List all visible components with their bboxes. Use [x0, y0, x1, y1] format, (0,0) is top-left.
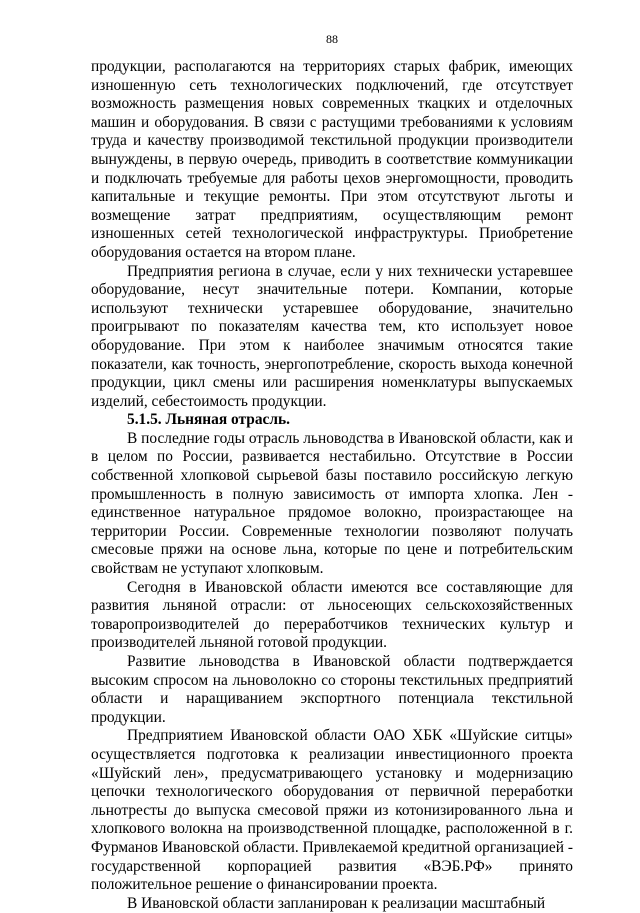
section-heading: 5.1.5. Льняная отрасль. [127, 411, 290, 429]
paragraph-flax-components: Сегодня в Ивановской области имеются все составляющие для развития льняной отрасли: от льносеющих сельскохозяйственных товаропроизводителей до переработчиков технических культур и производителей льняной готовой продукции. [91, 578, 573, 652]
paragraph-shuya-project: Предприятием Ивановской области ОАО ХБК «Шуйские ситцы» осуществляется подготовка к реализации инвестиционного проекта «Шуйский лен», предусматривающего установку и модернизацию цепочки технологического оборудования от первичной переработки льнотресты до выпуска смесовой пряжи из котонизированного льна и хлопкового волокна на производственной площадке, расположенной в г. Фурманов Ивановской области. Привлекаемой кредитной организацией - государственной корпорацией развития «ВЭБ.РФ» принято положительное решение о финансировании проекта. [91, 727, 573, 894]
paragraph-flax-industry: В последние годы отрасль льноводства в Ивановской области, как и в целом по России, развивается нестабильно. Отсутствие в России собственной хлопковой сырьевой базы поставило российскую легкую промышленность в полную зависимость от импорта хлопка. Лен - единственное натуральное прядомое волокно, произрастающее на территории России. Современные технологии позволяют получать смесовые пряжи на основе льна, которые по цене и потребительским свойствам не уступают хлопковым. [91, 429, 573, 578]
page-number: 88 [326, 32, 338, 46]
paragraph-equipment-losses: Предприятия региона в случае, если у них технически устаревшее оборудование, несут значительные потери. Компании, которые используют технически устаревшее оборудование, значительно проигрывают по показателям качества тем, кто использует новое оборудование. При этом к наиболее значимым относятся такие показатели, как точность, энергопотребление, скорость выхода конечной продукции, цикл смены или расширения номенклатуры выпускаемых изделий, себестоимость продукции. [91, 262, 573, 410]
paragraph-flax-demand: Развитие льноводства в Ивановской области подтверждается высоким спросом на льноволокно со стороны текстильных предприятий области и наращиванием экспортного потенциала текстильной продукции. [91, 653, 573, 726]
paragraph-planned-project: В Ивановской области запланирован к реализации масштабный [127, 894, 546, 912]
paragraph-continuation: продукции, располагаются на территориях старых фабрик, имеющих изношенную сеть технологических подключений, где отсутствует возможность размещения новых современных ткацких и отделочных машин и оборудования. В связи с растущими требованиями к условиям труда и качеству производимой текстильной продукции производители вынуждены, в первую очередь, приводить в соответствие коммуникации и подключать требуемые для работы цехов энергомощности, проводить капитальные и текущие ремонты. При этом отсутствуют льготы и возмещение затрат предприятиям, осуществляющим ремонт изношенных сетей технологической инфраструктуры. Приобретение оборудования остается на втором плане. [91, 58, 573, 261]
